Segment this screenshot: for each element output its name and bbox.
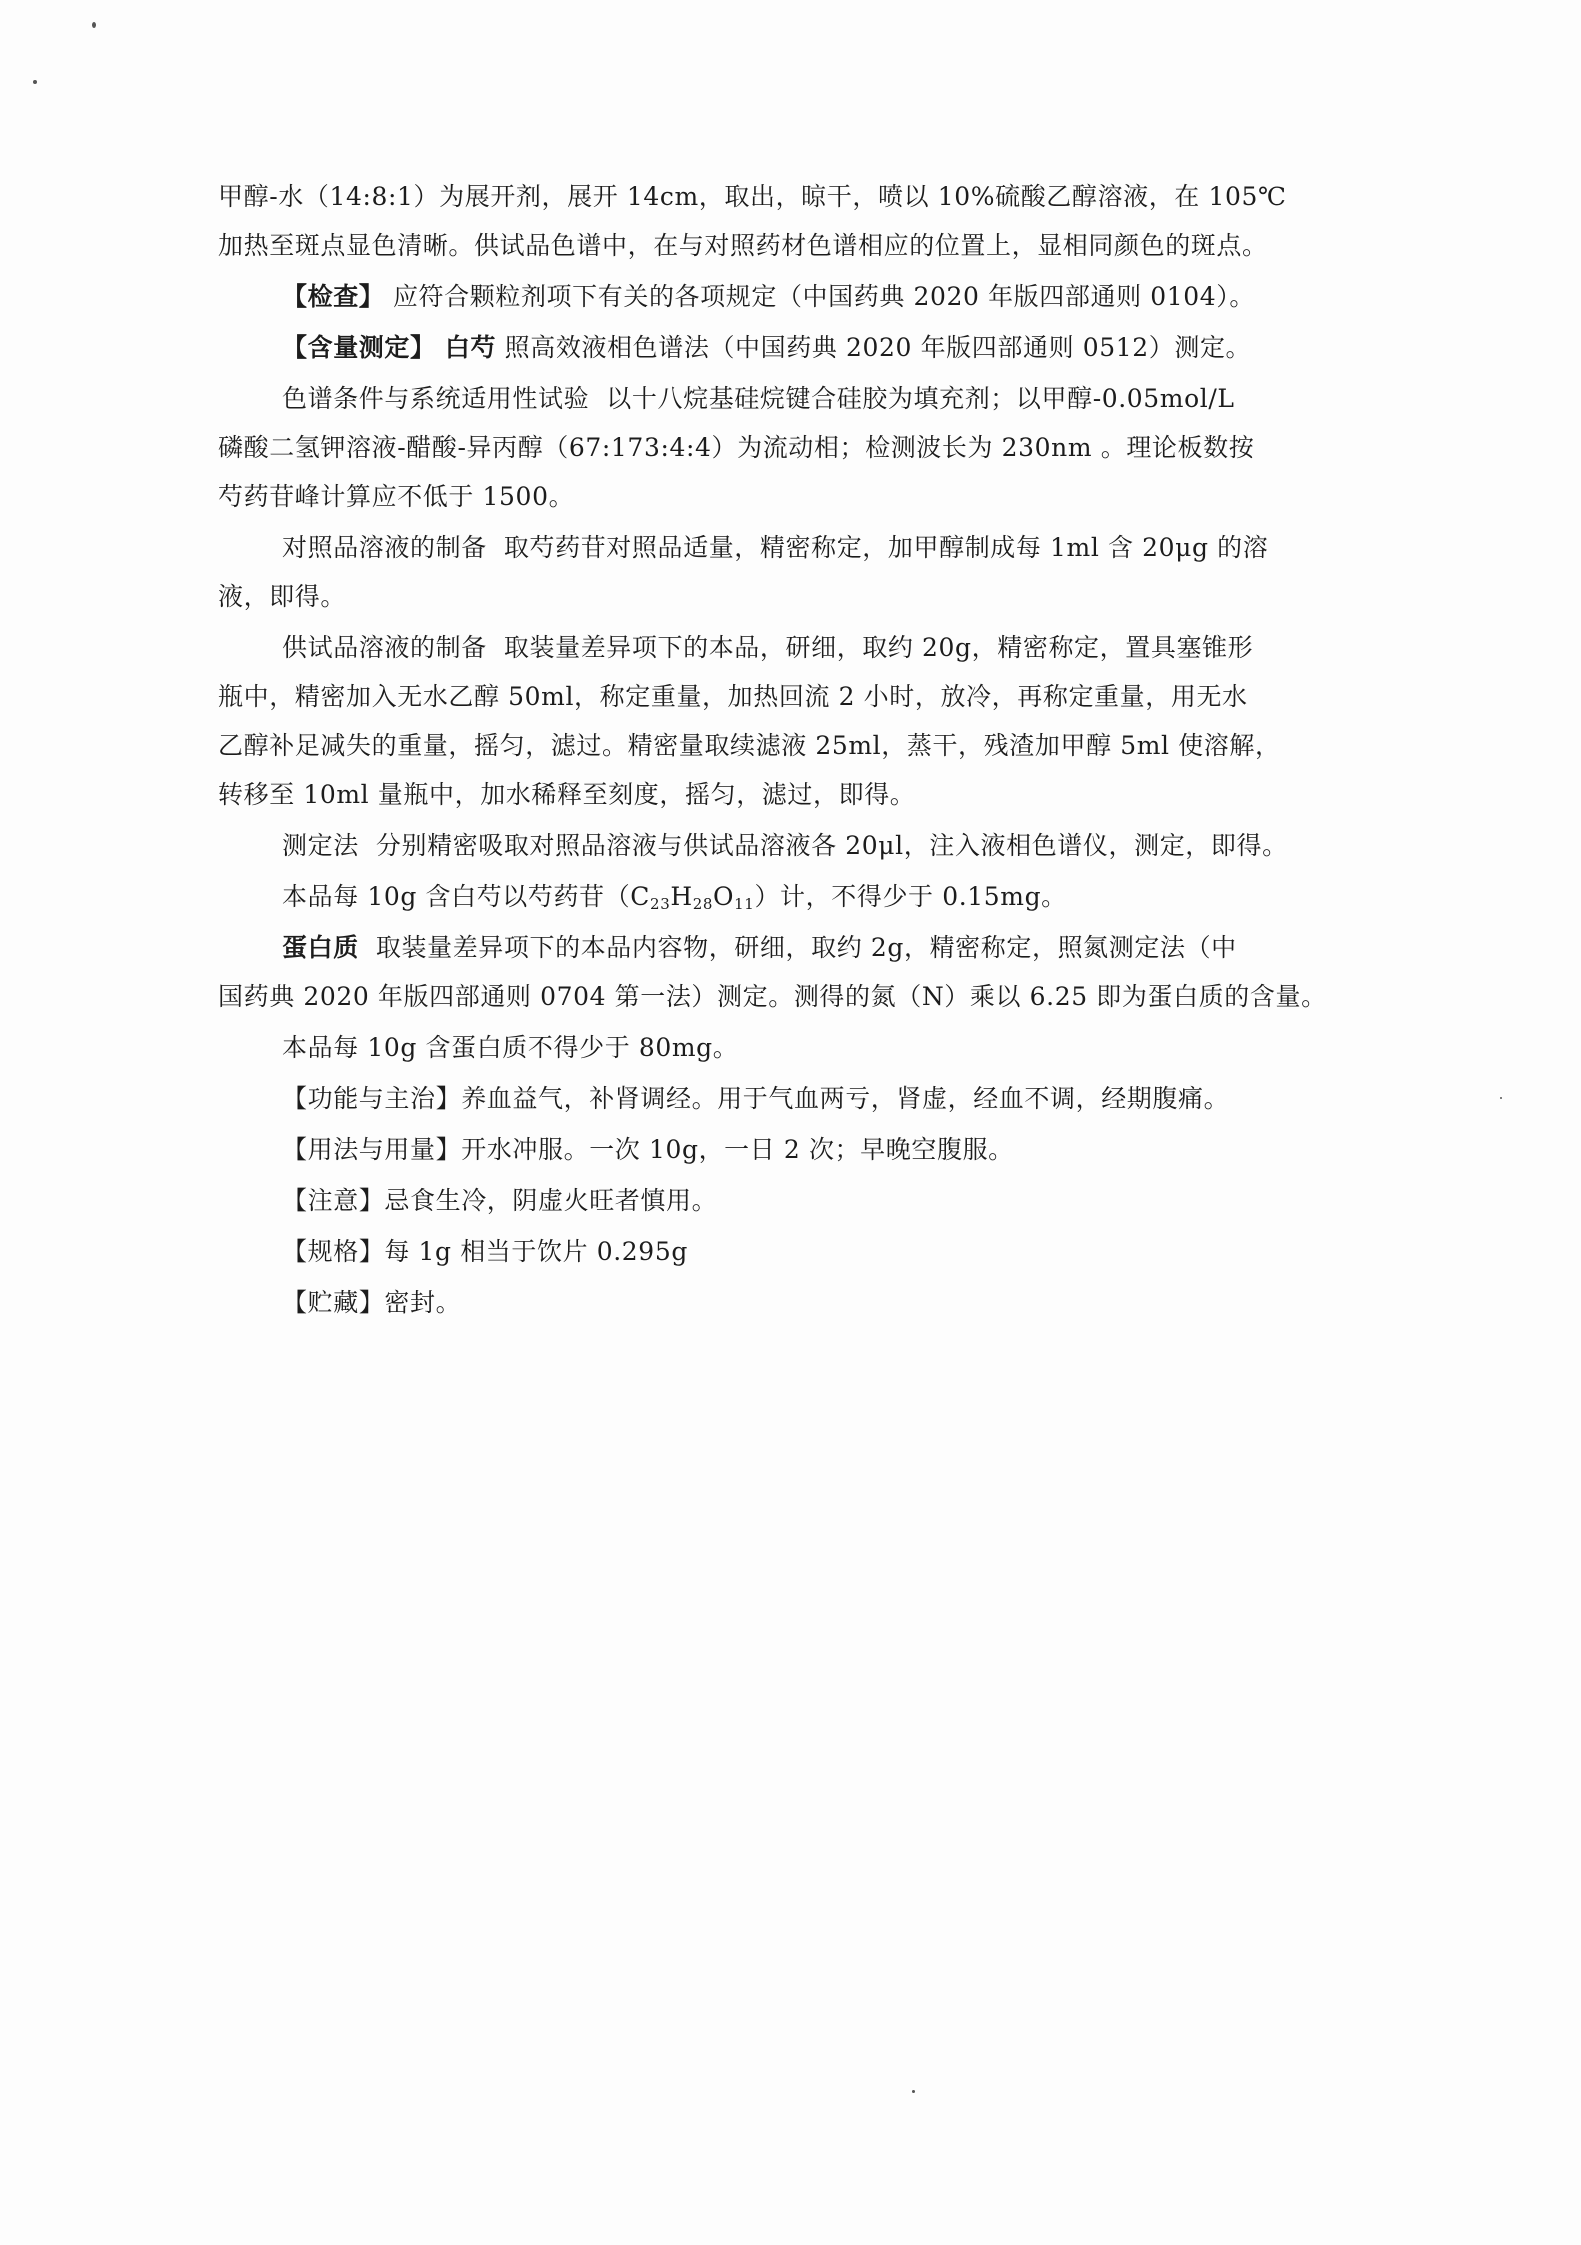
method-paragraph: 测定法 分别精密吸取对照品溶液与供试品溶液各 20μl，注入液相色谱仪，测定，即得。 [282, 831, 1288, 860]
text-line: 供试品溶液的制备 取装量差异项下的本品，研细，取约 20g，精密称定，置具塞锥形 [282, 633, 1254, 662]
text-line: 国药典 2020 年版四部通则 0704 第一法）测定。测得的氮（N）乘以 6.25 即为蛋白质的含量。 [218, 982, 1327, 1011]
formula-element: O [713, 882, 735, 911]
formula-element: H [670, 882, 693, 911]
formula-subscript: 23 [650, 895, 671, 913]
scan-speck [912, 2090, 915, 2093]
formula-subscript: 28 [692, 895, 714, 913]
storage-section: 【贮藏】密封。 [282, 1288, 462, 1317]
text-line: 液，即得。 [218, 582, 347, 611]
scan-speck [92, 22, 96, 28]
protein-paragraph [218, 923, 1350, 1021]
check-section [218, 272, 1350, 321]
content-limit-paragraph [218, 872, 1350, 921]
text-line: 瓶中，精密加入无水乙醇 50ml，称定重量，加热回流 2 小时，放冷，再称定重量，用无水 [218, 682, 1248, 711]
tlc-paragraph [218, 172, 1350, 270]
section-label-protein: 蛋白质 [282, 933, 359, 962]
text-line: 加热至斑点显色清晰。供试品色谱中，在与对照药材色谱相应的位置上，显相同颜色的斑点。 [218, 231, 1268, 260]
assay-section [218, 323, 1350, 372]
section-text: 照高效液相色谱法（中国药典 2020 年版四部通则 0512）测定。 [496, 333, 1252, 362]
protein-limit-paragraph: 本品每 10g 含蛋白质不得少于 80mg。 [282, 1033, 739, 1062]
usage-section: 【用法与用量】开水冲服。一次 10g，一日 2 次；早晚空腹服。 [282, 1135, 1014, 1164]
text-line: 磷酸二氢钾溶液-醋酸-异丙醇（67:173:4:4）为流动相；检测波长为 230nm 。理论板数按 [218, 433, 1255, 462]
section-label-check: 【检查】 [282, 282, 385, 311]
text-segment: 本品每 10g 含白芍以芍药苷（C [282, 882, 651, 911]
text-line: 转移至 10ml 量瓶中，加水稀释至刻度，摇匀，滤过，即得。 [218, 780, 916, 809]
text-line: 乙醇补足减失的重量，摇匀，滤过。精密量取续滤液 25ml，蒸干，残渣加甲醇 5ml 使溶解， [218, 731, 1281, 760]
formula-subscript: 11 [734, 895, 755, 913]
section-text: 应符合颗粒剂项下有关的各项规定（中国药典 2020 年版四部通则 0104）。 [384, 282, 1255, 311]
document-body [218, 172, 1350, 1329]
text-line: 甲醇-水（14:8:1）为展开剂，展开 14cm，取出，晾干，喷以 10%硫酸乙醇溶液，在 105℃ [218, 182, 1287, 211]
caution-section: 【注意】忌食生冷，阴虚火旺者慎用。 [282, 1186, 718, 1215]
scan-speck [33, 80, 37, 84]
function-section: 【功能与主治】养血益气，补肾调经。用于气血两亏，肾虚，经血不调，经期腹痛。 [282, 1084, 1230, 1113]
text-line: 芍药苷峰计算应不低于 1500。 [218, 482, 575, 511]
chromatography-paragraph [218, 374, 1350, 521]
test-solution-paragraph [218, 623, 1350, 819]
text-line: 对照品溶液的制备 取芍药苷对照品适量，精密称定，加甲醇制成每 1ml 含 20μg 的溶 [282, 533, 1269, 562]
section-label-assay: 【含量测定】 白芍 [282, 333, 497, 362]
text-line: 取装量差异项下的本品内容物，研细，取约 2g，精密称定，照氮测定法（中 [358, 933, 1237, 962]
scan-speck [1500, 1097, 1502, 1099]
reference-solution-paragraph [218, 523, 1350, 621]
text-segment: ）计，不得少于 0.15mg。 [754, 882, 1067, 911]
text-line: 色谱条件与系统适用性试验 以十八烷基硅烷键合硅胶为填充剂；以甲醇-0.05mol/L [282, 384, 1235, 413]
spec-section: 【规格】每 1g 相当于饮片 0.295g [282, 1237, 688, 1266]
